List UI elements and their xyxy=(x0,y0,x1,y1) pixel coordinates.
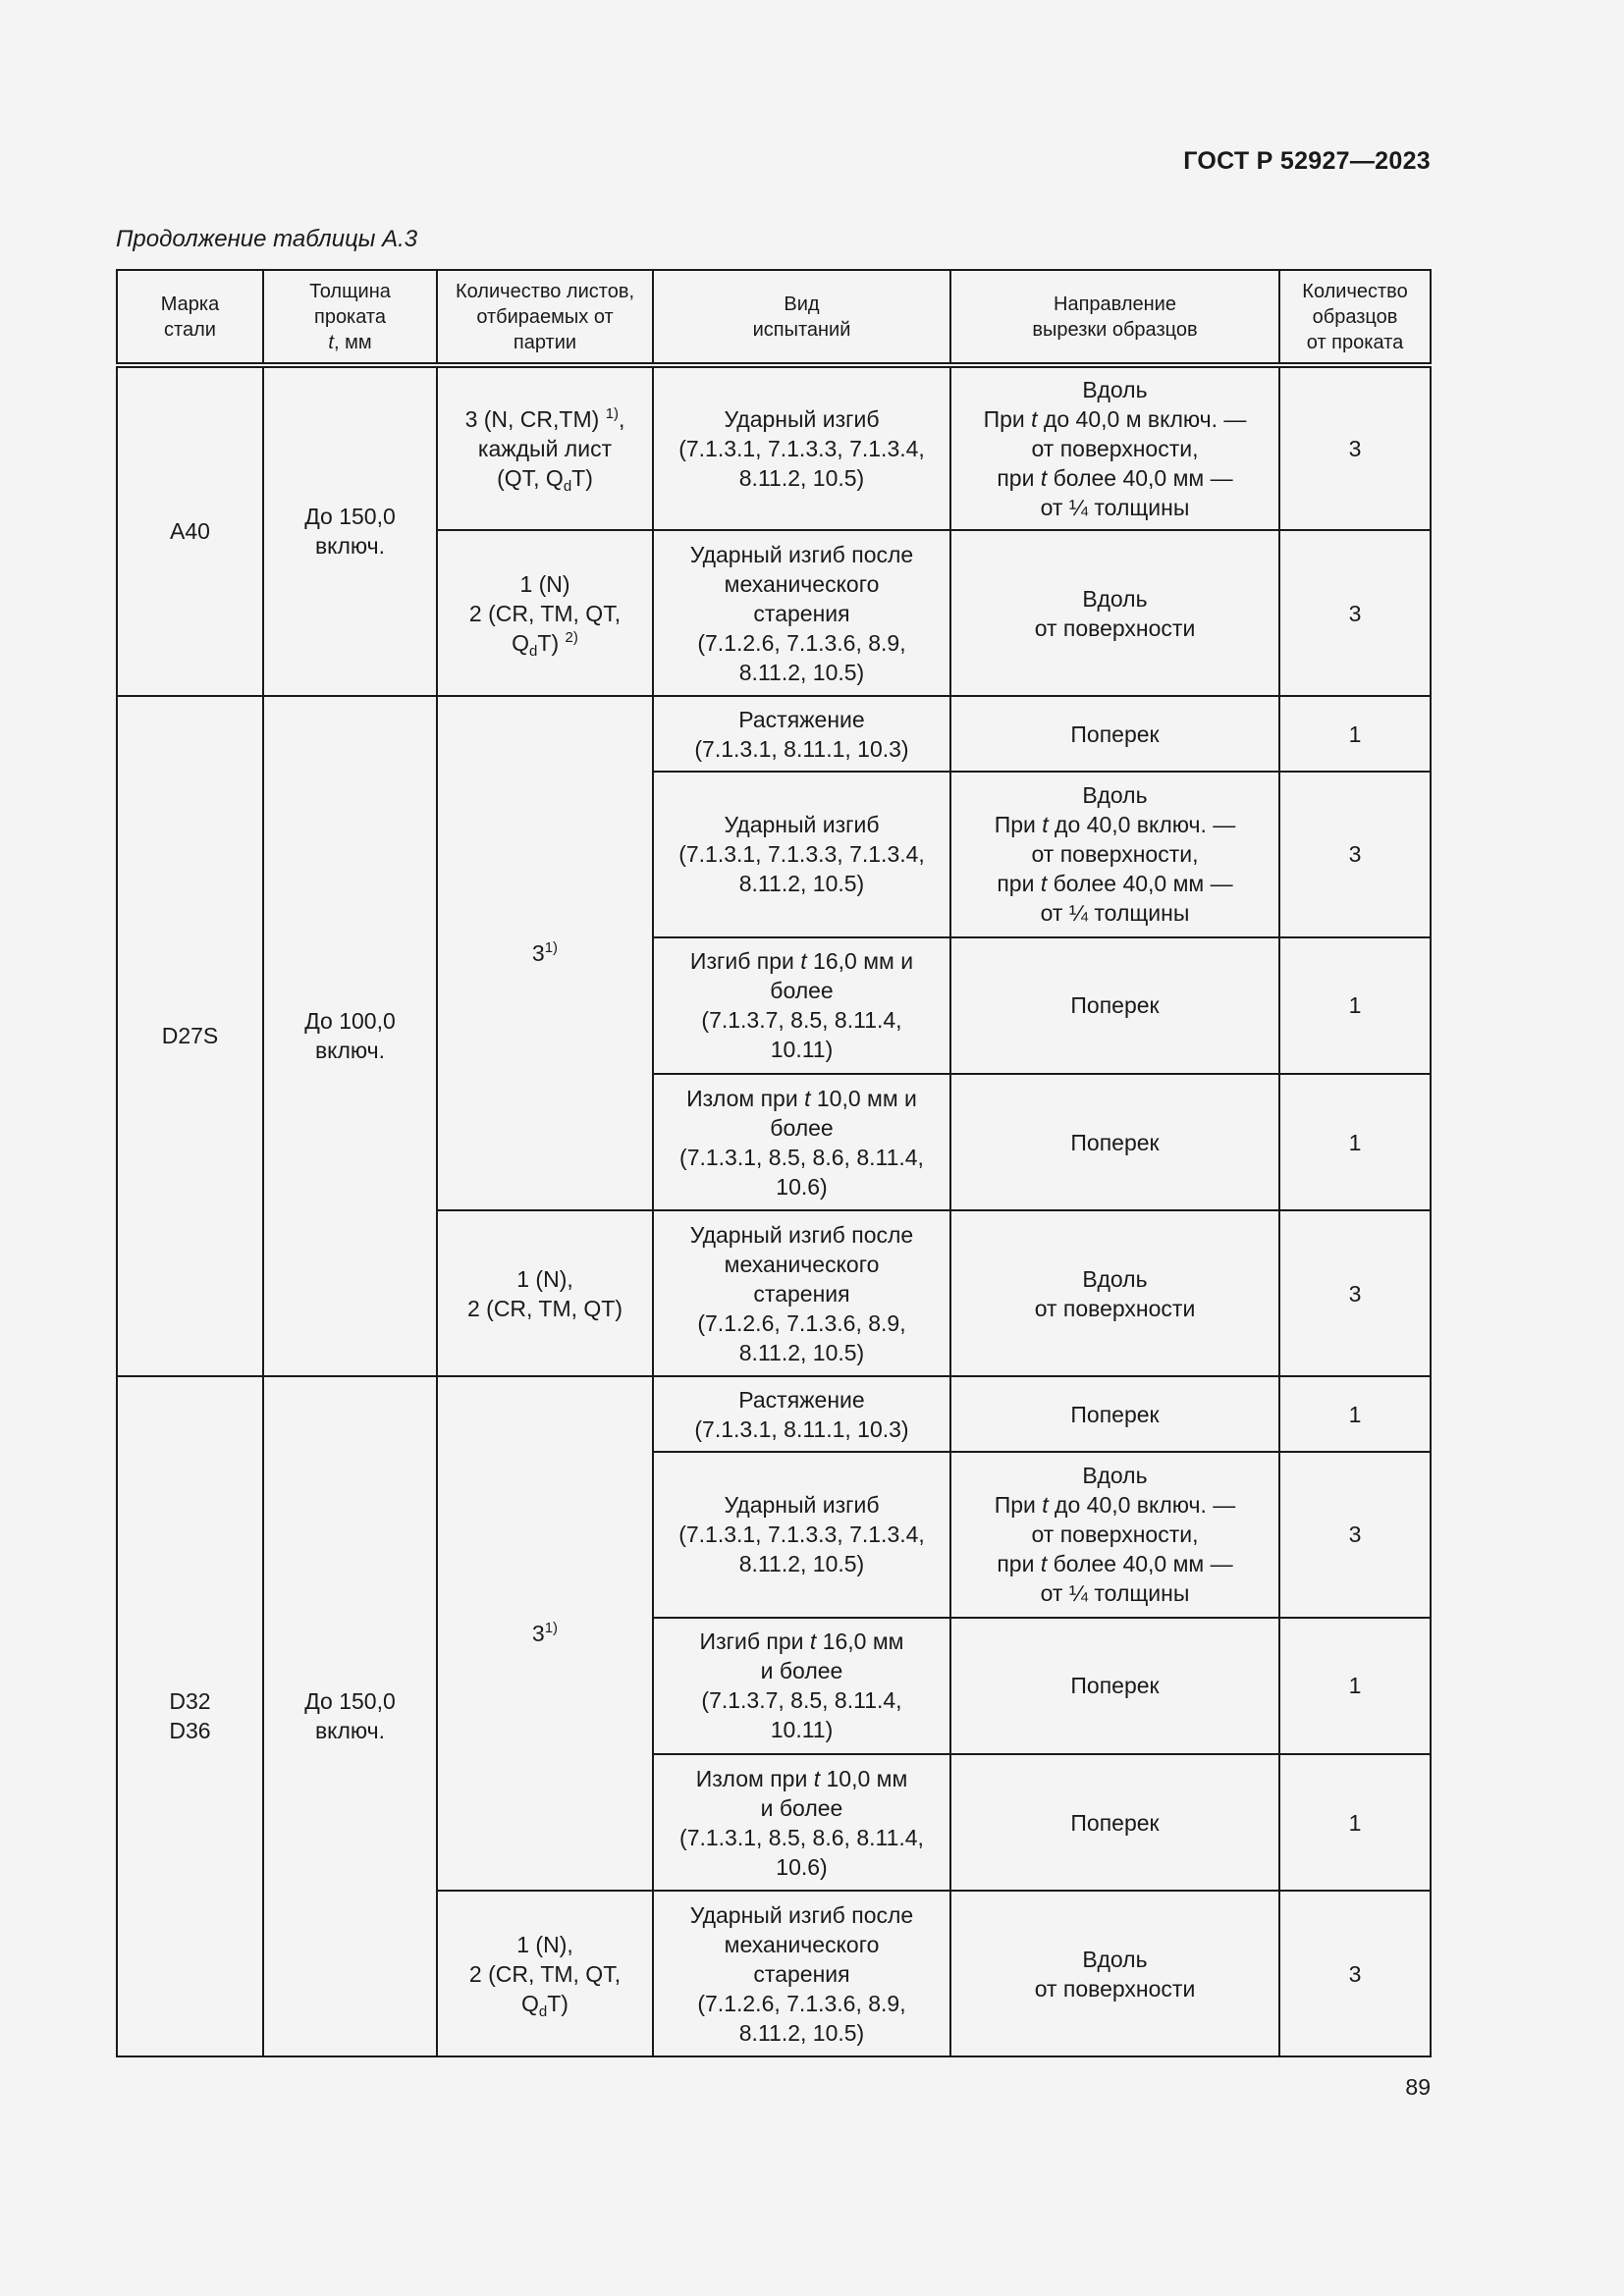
table-caption: Продолжение таблицы А.3 xyxy=(116,226,418,252)
direction-cell: Вдоль от поверхности xyxy=(950,1210,1279,1375)
col-header-grade: Марка стали xyxy=(117,270,263,365)
test-cell: Излом при t 10,0 мм и более (7.1.3.1, 8.5, 8.6, 8.11.4, 10.6) xyxy=(653,1754,950,1891)
direction-cell: Вдоль При t до 40,0 м включ. — от поверхности, при t более 40,0 мм — от ¼ толщины xyxy=(950,365,1279,530)
thickness-cell: До 150,0 включ. xyxy=(263,1376,437,2056)
direction-cell: Вдоль от поверхности xyxy=(950,530,1279,695)
col-header-thickness: Толщина проката t, мм xyxy=(263,270,437,365)
test-cell: Ударный изгиб после механического старения (7.1.2.6, 7.1.3.6, 8.9, 8.11.2, 10.5) xyxy=(653,1891,950,2056)
direction-cell: Поперек xyxy=(950,696,1279,772)
test-cell: Изгиб при t 16,0 мм и более (7.1.3.7, 8.5, 8.11.4, 10.11) xyxy=(653,1618,950,1754)
sheets-cell: 1 (N), 2 (CR, TM, QT, $Q_dT$) xyxy=(437,1891,653,2056)
thickness-cell: До 150,0 включ. xyxy=(263,365,437,696)
grade-cell: D32 D36 xyxy=(117,1376,263,2056)
test-cell: Растяжение (7.1.3.1, 8.11.1, 10.3) xyxy=(653,1376,950,1452)
count-cell: 3 xyxy=(1279,772,1431,936)
test-cell: Ударный изгиб после механического старения (7.1.2.6, 7.1.3.6, 8.9, 8.11.2, 10.5) xyxy=(653,530,950,695)
test-cell: Ударный изгиб (7.1.3.1, 7.1.3.3, 7.1.3.4, 8.11.2, 10.5) xyxy=(653,365,950,530)
direction-cell: Вдоль При t до 40,0 включ. — от поверхности, при t более 40,0 мм — от ¼ толщины xyxy=(950,1452,1279,1617)
sheets-cell: 3 (N, CR,TM) $^{1)}$, каждый лист (QT, $Q_dT$) xyxy=(437,365,653,530)
count-cell: 1 xyxy=(1279,1618,1431,1754)
page-number: 89 xyxy=(1405,2074,1431,2100)
count-cell: 3 xyxy=(1279,1891,1431,2056)
count-cell: 3 xyxy=(1279,1210,1431,1375)
table-row xyxy=(117,365,1431,530)
count-cell: 1 xyxy=(1279,1074,1431,1210)
count-cell: 3 xyxy=(1279,530,1431,695)
test-cell: Изгиб при t 16,0 мм и более (7.1.3.7, 8.5, 8.11.4, 10.11) xyxy=(653,937,950,1074)
table-row xyxy=(117,696,1431,772)
direction-cell: Поперек xyxy=(950,1618,1279,1754)
grade-cell: A40 xyxy=(117,365,263,696)
direction-cell: Вдоль от поверхности xyxy=(950,1891,1279,2056)
header-row xyxy=(117,270,1431,365)
count-cell: 1 xyxy=(1279,937,1431,1074)
direction-cell: Поперек xyxy=(950,1074,1279,1210)
document-id: ГОСТ Р 52927—2023 xyxy=(1183,147,1431,175)
thickness-cell: До 100,0 включ. xyxy=(263,696,437,1376)
count-cell: 3 xyxy=(1279,365,1431,530)
count-cell: 1 xyxy=(1279,696,1431,772)
count-cell: 1 xyxy=(1279,1754,1431,1891)
sheets-cell: 3$^{1)}$ xyxy=(437,696,653,1210)
direction-cell: Поперек xyxy=(950,1376,1279,1452)
table-row xyxy=(117,1376,1431,1452)
direction-cell: Поперек xyxy=(950,1754,1279,1891)
col-header-direction: Направление вырезки образцов xyxy=(950,270,1279,365)
test-cell: Ударный изгиб (7.1.3.1, 7.1.3.3, 7.1.3.4, 8.11.2, 10.5) xyxy=(653,1452,950,1617)
test-cell: Растяжение (7.1.3.1, 8.11.1, 10.3) xyxy=(653,696,950,772)
col-header-sheets: Количество листов, отбираемых от партии xyxy=(437,270,653,365)
test-cell: Излом при t 10,0 мм и более (7.1.3.1, 8.5, 8.6, 8.11.4, 10.6) xyxy=(653,1074,950,1210)
sheets-cell: 1 (N) 2 (CR, TM, QT, $Q_dT$) $^{2)}$ xyxy=(437,530,653,695)
sheets-cell: 1 (N), 2 (CR, TM, QT) xyxy=(437,1210,653,1375)
col-header-count: Количество образцов от проката xyxy=(1279,270,1431,365)
test-cell: Ударный изгиб после механического старения (7.1.2.6, 7.1.3.6, 8.9, 8.11.2, 10.5) xyxy=(653,1210,950,1375)
col-header-test: Вид испытаний xyxy=(653,270,950,365)
sheets-cell: 3$^{1)}$ xyxy=(437,1376,653,1891)
count-cell: 1 xyxy=(1279,1376,1431,1452)
test-cell: Ударный изгиб (7.1.3.1, 7.1.3.3, 7.1.3.4, 8.11.2, 10.5) xyxy=(653,772,950,936)
direction-cell: Вдоль При t до 40,0 включ. — от поверхности, при t более 40,0 мм — от ¼ толщины xyxy=(950,772,1279,936)
direction-cell: Поперек xyxy=(950,937,1279,1074)
specimen-table xyxy=(116,269,1432,2057)
count-cell: 3 xyxy=(1279,1452,1431,1617)
grade-cell: D27S xyxy=(117,696,263,1376)
